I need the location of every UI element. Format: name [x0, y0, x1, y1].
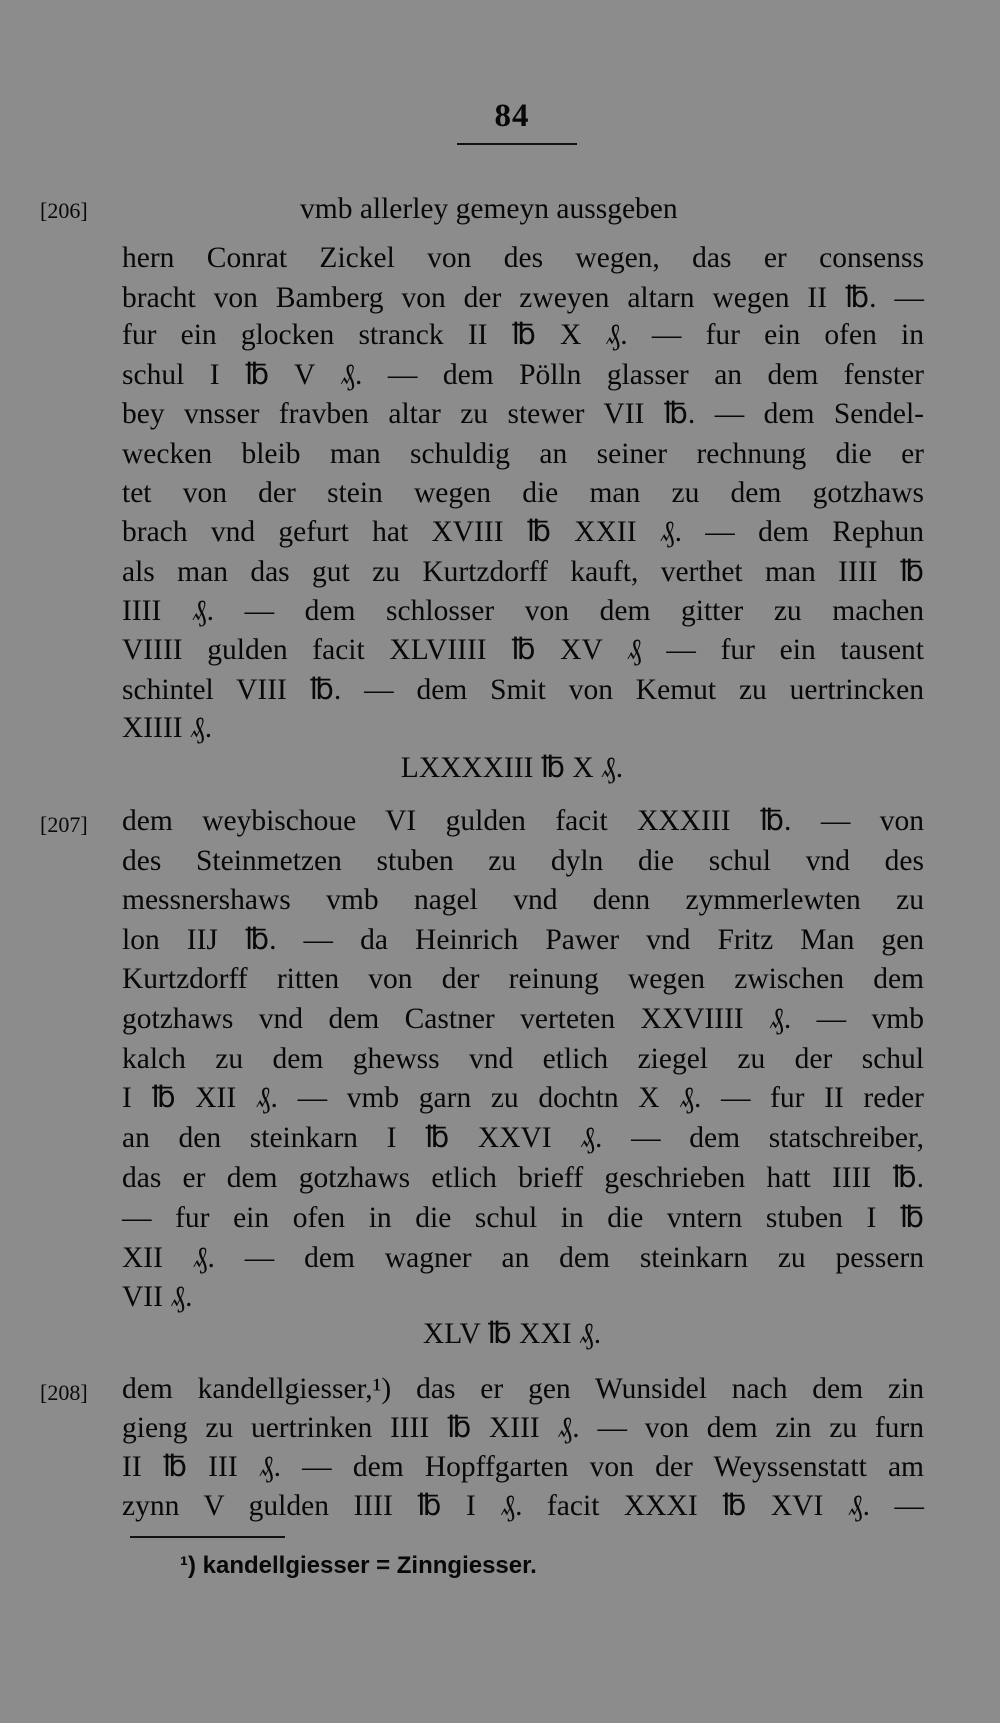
text-line: lon IIJ ℔. — da Heinrich Pawer vnd Fritz Man gen [122, 924, 924, 956]
text-line: kalch zu dem ghewss vnd etlich ziegel zu der schul [122, 1043, 924, 1075]
text-line: bey vnsser fravben altar zu stewer VII ℔. — dem Sendel- [122, 398, 924, 430]
text-line: Kurtzdorff ritten von der reinung wegen zwischen dem [122, 963, 924, 995]
entry-number: [208] [40, 1380, 88, 1405]
text-line: II ℔ III ₰. — dem Hopffgarten von der Weyssenstatt am [122, 1451, 924, 1483]
text-line: fur ein glocken stranck II ℔ X ₰. — fur ein ofen in [122, 319, 924, 351]
text-line: des Steinmetzen stuben zu dyln die schul vnd des [122, 845, 924, 877]
text-line: tet von der stein wegen die man zu dem gotzhaws [122, 477, 924, 509]
text-line: VIIII gulden facit XLVIIII ℔ XV ₰ — fur ein tausent [122, 634, 924, 666]
text-line: hern Conrat Zickel von des wegen, das er consenss [122, 242, 924, 274]
text-line: VII ₰. [122, 1281, 193, 1313]
entry-total: XLV ℔ XXI ₰. [422, 1318, 602, 1350]
text-line: — fur ein ofen in die schul in die vntern stuben I ℔ [122, 1202, 924, 1234]
text-line: I ℔ XII ₰. — vmb garn zu dochtn X ₰. — fur II reder [122, 1082, 924, 1114]
text-line: schintel VIII ℔. — dem Smit von Kemut zu uertrincken [122, 674, 924, 706]
text-line: gieng zu uertrinken IIII ℔ XIII ₰. — von dem zin zu furn [122, 1412, 924, 1444]
entry-number: [207] [40, 812, 88, 837]
text-line: XII ₰. — dem wagner an dem steinkarn zu pessern [122, 1242, 924, 1274]
text-line: an den steinkarn I ℔ XXVI ₰. — dem statschreiber, [122, 1122, 924, 1154]
text-line: dem kandellgiesser,¹) das er gen Wunsidel nach dem zin [122, 1373, 924, 1405]
footnote: ¹) kandellgiesser = Zinngiesser. [180, 1552, 537, 1579]
text-line: wecken bleib man schuldig an seiner rechnung die er [122, 438, 924, 470]
footnote-rule [130, 1536, 285, 1538]
entry-number: [206] [40, 198, 88, 223]
page-number: 84 [494, 98, 530, 134]
text-line: IIII ₰. — dem schlosser von dem gitter zu machen [122, 595, 924, 627]
text-line: zynn V gulden IIII ℔ I ₰. facit XXXI ℔ XVI ₰. — [122, 1490, 924, 1522]
page-number-rule [457, 143, 577, 145]
text-line: schul I ℔ V ₰. — dem Pölln glasser an dem fenster [122, 359, 924, 391]
text-line: gotzhaws vnd dem Castner verteten XXVIIII ₰. — vmb [122, 1003, 924, 1035]
text-line: XIIII ₰. [122, 712, 213, 744]
text-line: als man das gut zu Kurtzdorff kauft, verthet man IIII ℔ [122, 556, 924, 588]
text-line: dem weybischoue VI gulden facit XXXIII ℔. — von [122, 805, 924, 837]
text-line: vmb allerley gemeyn aussgeben [300, 193, 678, 225]
text-line: messnershaws vmb nagel vnd denn zymmerlewten zu [122, 884, 924, 916]
entry-total: LXXXXIII ℔ X ₰. [400, 752, 624, 784]
text-line: bracht von Bamberg von der zweyen altarn wegen II ℔. — [122, 282, 924, 314]
text-line: brach vnd gefurt hat XVIII ℔ XXII ₰. — dem Rephun [122, 516, 924, 548]
text-line: das er dem gotzhaws etlich brieff geschrieben hatt IIII ℔. [122, 1162, 924, 1194]
